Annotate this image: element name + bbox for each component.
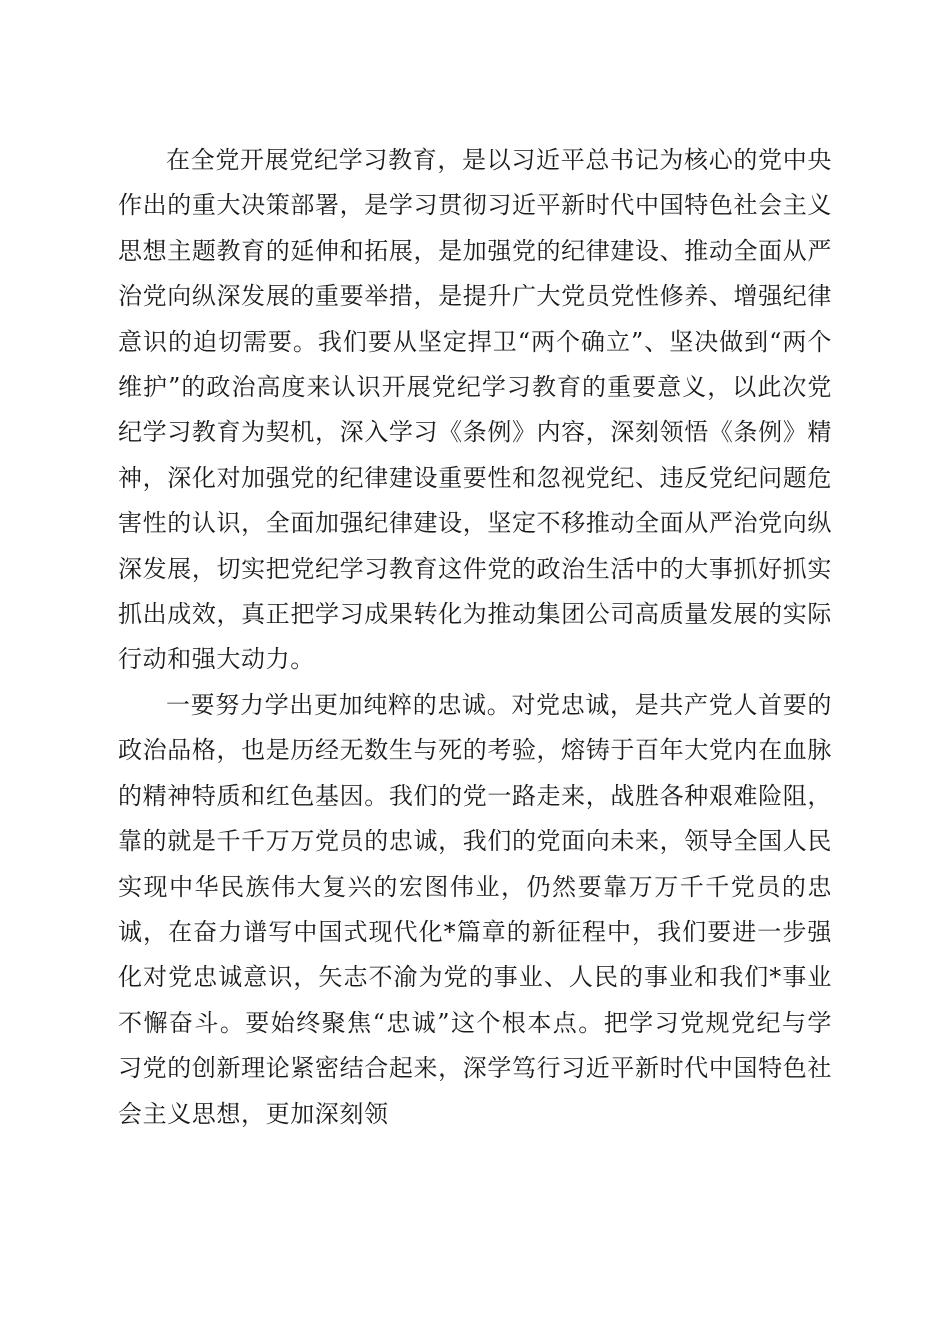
document-body bbox=[118, 138, 832, 1137]
paragraph-loyalty: 一要努力学出更加纯粹的忠诚。对党忠诚，是共产党人首要的政治品格，也是历经无数生与死的考验，熔铸于百年大党内在血脉的精神特质和红色基因。我们的党一路走来，战胜各种艰难险阻，靠的就是千千万万党员的忠诚，我们的党面向未来，领导全国人民实现中华民族伟大复兴的宏图伟业，仍然要靠万万千千党员的忠诚，在奋力谱写中国式现代化*篇章的新征程中，我们要进一步强化对党忠诚意识，矢志不渝为党的事业、人民的事业和我们*事业不懈奋斗。要始终聚焦“忠诚”这个根本点。把学习党规党纪与学习党的创新理论紧密结合起来，深学笃行习近平新时代中国特色社会主义思想，更加深刻领 bbox=[118, 690, 832, 1128]
paragraph-intro: 在全党开展党纪学习教育，是以习近平总书记为核心的党中央作出的重大决策部署，是学习贯彻习近平新时代中国特色社会主义思想主题教育的延伸和拓展，是加强党的纪律建设、推动全面从严治党向纵深发展的重要举措，是提升广大党员党性修养、增强纪律意识的迫切需要。我们要从坚定捍卫“两个确立”、坚决做到“两个维护”的政治高度来认识开展党纪学习教育的重要意义，以此次党纪学习教育为契机，深入学习《条例》内容，深刻领悟《条例》精神，深化对加强党的纪律建设重要性和忽视党纪、违反党纪问题危害性的认识，全面加强纪律建设，坚定不移推动全面从严治党向纵深发展，切实把党纪学习教育这件党的政治生活中的大事抓好抓实抓出成效，真正把学习成果转化为推动集团公司高质量发展的实际行动和强大动力。 bbox=[118, 146, 832, 674]
